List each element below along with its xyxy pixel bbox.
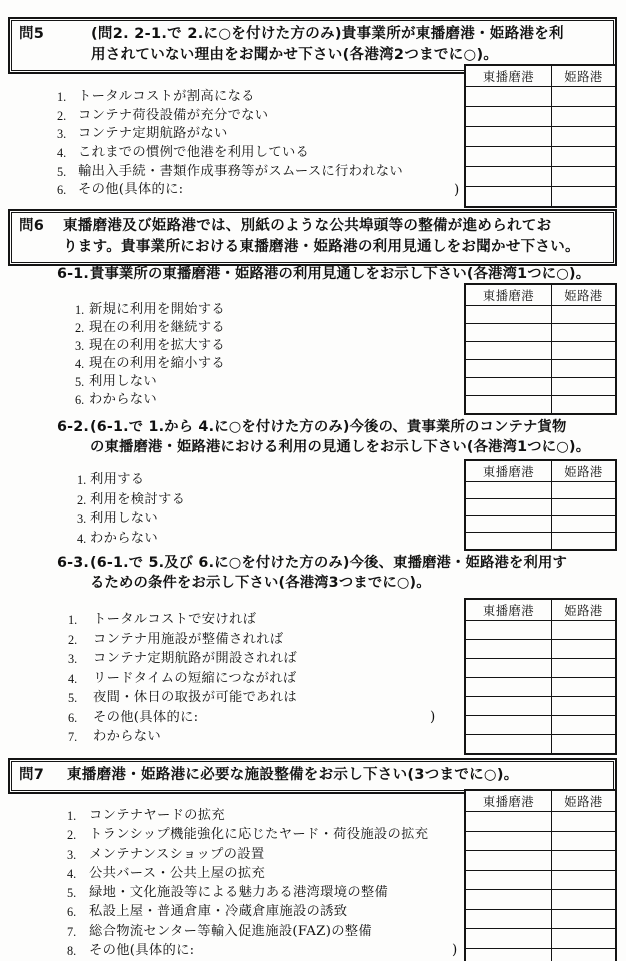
question5-label: 問5 — [19, 26, 45, 42]
answer-cell — [465, 851, 552, 871]
option-number: 6. — [67, 905, 77, 920]
answer-cell — [465, 621, 552, 640]
answer-table-q5 — [464, 64, 617, 208]
answer-table-q6-2 — [464, 459, 617, 551]
answer-cell — [552, 87, 617, 107]
question6-label: 問6 — [19, 218, 45, 234]
option-number: 4. — [57, 146, 67, 161]
option-row — [75, 320, 225, 338]
table-row — [465, 147, 616, 167]
answer-cell — [465, 482, 552, 499]
option-number: 2. — [75, 321, 85, 335]
option-row — [68, 729, 297, 749]
answer-cell — [552, 909, 617, 929]
subquestion-6-3-number: 6-3. — [57, 555, 90, 571]
table-row — [465, 948, 616, 961]
option-label: わからない — [93, 729, 161, 744]
question6-box — [8, 209, 617, 266]
answer-cell — [465, 127, 552, 147]
table-row — [465, 378, 616, 396]
answer-cell — [552, 378, 617, 396]
option-number: 1. — [68, 613, 78, 627]
option-number: 3. — [77, 512, 87, 527]
option-label: 現在の利用を縮小する — [89, 356, 225, 371]
column-header-himeji-port: 姫路港 — [552, 284, 617, 306]
option-label: 輸出入手続・書類作成事務等がスムースに行われない — [78, 163, 403, 179]
question5-title-line1: (問2. 2-1.で 2.に○を付けた方のみ)貴事業所が東播磨港・姫路港を利 — [91, 26, 564, 42]
option-number: 8. — [67, 944, 77, 959]
answer-cell — [552, 890, 617, 910]
column-header-higashiharima-port: 東播磨港 — [465, 284, 552, 306]
answer-cell — [465, 360, 552, 378]
answer-cell — [552, 812, 617, 832]
option-label: その他(具体的に: — [89, 943, 195, 959]
table-row — [465, 127, 616, 147]
subquestion-6-3 — [57, 554, 617, 593]
answer-cell — [465, 640, 552, 659]
option-number: 2. — [68, 632, 78, 647]
option-label: 現在の利用を継続する — [89, 320, 225, 335]
answer-cell — [552, 716, 617, 735]
option-row — [75, 302, 225, 320]
subquestion-6-2 — [57, 418, 617, 457]
answer-cell — [465, 396, 552, 415]
subquestion-6-3-title-line2: るための条件をお示し下さい(各港湾3つまでに○)。 — [90, 574, 431, 591]
column-header-higashiharima-port: 東播磨港 — [465, 790, 552, 812]
answer-cell — [465, 659, 552, 678]
option-number: 3. — [68, 652, 78, 666]
table-row — [465, 697, 616, 716]
answer-cell — [552, 360, 617, 378]
column-header-higashiharima-port: 東播磨港 — [465, 460, 552, 482]
answer-cell — [552, 621, 617, 640]
option-label: 総合物流センター等輸入促進施設(FAZ)の整備 — [89, 923, 372, 939]
option-number: 6. — [57, 183, 67, 198]
answer-cell — [552, 306, 617, 324]
question6-title-line2: ります。貴事業所における東播磨港・姫路港の利用見通しをお聞かせ下さい。 — [63, 239, 580, 255]
option-label: コンテナ用施設が整備されれば — [93, 631, 284, 647]
answer-table-q7 — [464, 789, 617, 961]
option-label: 利用しない — [89, 374, 157, 389]
answer-cell — [552, 659, 617, 678]
table-row — [465, 812, 616, 832]
option-number: 6. — [75, 393, 85, 407]
answer-cell — [465, 678, 552, 697]
column-header-higashiharima-port: 東播磨港 — [465, 65, 552, 87]
option-row — [67, 827, 428, 846]
q7-options — [67, 808, 428, 961]
option-label: わからない — [90, 530, 158, 546]
column-header-higashiharima-port: 東播磨港 — [465, 599, 552, 621]
table-row — [465, 533, 616, 551]
answer-cell — [552, 147, 617, 167]
option-label: わからない — [89, 392, 157, 407]
option-label: 利用しない — [90, 511, 158, 527]
answer-cell — [552, 678, 617, 697]
table-row — [465, 621, 616, 640]
table-row — [465, 929, 616, 949]
option-row — [57, 145, 403, 164]
option-number: 3. — [57, 127, 67, 142]
option-number: 4. — [75, 357, 85, 371]
table-row — [465, 107, 616, 127]
option-label: 私設上屋・普通倉庫・冷蔵倉庫施設の誘致 — [89, 904, 348, 920]
subquestion-6-2-number: 6-2. — [57, 419, 90, 435]
answer-cell — [465, 735, 552, 755]
answer-cell — [552, 187, 617, 208]
option-number: 4. — [67, 866, 77, 881]
subquestion-6-3-title-line1: (6-1.で 5.及び 6.に○を付けた方のみ)今後、東播磨港・姫路港を利用す — [90, 555, 568, 571]
option-number: 1. — [77, 473, 87, 487]
option-row — [67, 847, 428, 866]
answer-cell — [552, 167, 617, 187]
subquestion-6-1 — [57, 265, 622, 285]
option-row — [67, 808, 428, 827]
answer-cell — [465, 929, 552, 949]
option-label: その他(具体的に: — [78, 182, 184, 198]
option-number: 1. — [75, 303, 85, 317]
question6-title-line1: 東播磨港及び姫路港では、別紙のような公共埠頭等の整備が進められてお — [63, 218, 552, 234]
option-row — [77, 492, 185, 512]
q6-1-options — [75, 302, 225, 410]
question5-title — [91, 24, 607, 66]
option-row — [75, 338, 225, 356]
answer-cell — [465, 87, 552, 107]
option-number: 1. — [67, 809, 77, 823]
table-row — [465, 187, 616, 208]
option-number: 2. — [57, 108, 67, 123]
answer-cell — [552, 324, 617, 342]
answer-cell — [552, 342, 617, 360]
subquestion-6-1-title — [90, 265, 590, 285]
answer-cell — [465, 890, 552, 910]
option-label: 新規に利用を開始する — [89, 302, 225, 317]
option-row — [75, 374, 225, 392]
option-row — [77, 472, 185, 492]
answer-cell — [552, 499, 617, 516]
option-row — [68, 632, 297, 652]
table-row — [465, 735, 616, 755]
q5-options — [57, 89, 403, 201]
option-number: 4. — [77, 531, 87, 546]
option-row — [57, 182, 403, 201]
answer-cell — [465, 533, 552, 551]
subquestion-6-2-title-line1: (6-1.で 1.から 4.に○を付けた方のみ)今後の、貴事業所のコンテナ貨物 — [90, 419, 567, 435]
table-row — [465, 324, 616, 342]
table-row — [465, 482, 616, 499]
table-row — [465, 640, 616, 659]
option-row — [57, 108, 403, 127]
option-row — [68, 710, 297, 730]
question5-title-line2: 用されていない理由をお聞かせ下さい(各港湾2つまでに○)。 — [91, 47, 499, 63]
table-row — [465, 851, 616, 871]
option-number: 5. — [67, 886, 77, 901]
answer-cell — [465, 147, 552, 167]
close-paren: ) — [452, 942, 458, 958]
option-number: 5. — [75, 375, 85, 389]
answer-cell — [465, 812, 552, 832]
option-row — [75, 392, 225, 410]
column-header-himeji-port: 姫路港 — [552, 790, 617, 812]
close-paren: ) — [430, 709, 436, 725]
option-number: 1. — [57, 90, 67, 104]
answer-cell — [552, 482, 617, 499]
option-number: 7. — [67, 924, 77, 939]
answer-cell — [552, 640, 617, 659]
answer-cell — [465, 948, 552, 961]
table-row — [465, 396, 616, 415]
option-row — [67, 885, 428, 904]
subquestion-6-2-title-line2: の東播磨港・姫路港における利用の見通しをお示し下さい(各港湾1つに○)。 — [90, 438, 591, 455]
question6-title — [63, 216, 607, 258]
option-number: 6. — [68, 710, 78, 725]
option-label: コンテナ荷役設備が充分でない — [78, 107, 269, 123]
subquestion-6-2-title — [90, 418, 590, 457]
answer-cell — [465, 499, 552, 516]
option-row — [68, 651, 297, 671]
answer-cell — [552, 533, 617, 551]
answer-cell — [552, 396, 617, 415]
option-label: 緑地・文化施設等による魅力ある港湾環境の整備 — [89, 885, 389, 901]
option-label: コンテナ定期航路がない — [78, 126, 228, 142]
option-number: 3. — [75, 339, 85, 353]
option-label: コンテナ定期航路が開設されれば — [93, 651, 297, 666]
table-row — [465, 678, 616, 697]
answer-cell — [552, 870, 617, 890]
answer-cell — [465, 516, 552, 533]
table-row — [465, 659, 616, 678]
option-row — [67, 904, 428, 923]
answer-cell — [465, 870, 552, 890]
option-label: 利用する — [90, 472, 145, 487]
column-header-himeji-port: 姫路港 — [552, 599, 617, 621]
option-label: 公共バース・公共上屋の拡充 — [89, 865, 266, 881]
option-row — [77, 511, 185, 531]
table-row — [465, 516, 616, 533]
option-label: その他(具体的に: — [93, 709, 199, 725]
answer-cell — [552, 929, 617, 949]
table-row — [465, 87, 616, 107]
option-row — [57, 126, 403, 145]
answer-cell — [552, 516, 617, 533]
answer-table-q6-1 — [464, 283, 617, 415]
answer-cell — [465, 716, 552, 735]
table-row — [465, 360, 616, 378]
option-label: トランシップ機能強化に応じたヤード・荷役施設の拡充 — [89, 827, 429, 843]
option-label: メンテナンスショップの設置 — [89, 846, 265, 862]
option-label: 現在の利用を拡大する — [89, 338, 225, 353]
table-row — [465, 909, 616, 929]
answer-cell — [465, 167, 552, 187]
option-row — [77, 531, 185, 551]
option-row — [68, 690, 297, 710]
close-paren: ) — [454, 182, 460, 198]
option-number: 5. — [57, 164, 67, 179]
answer-cell — [465, 378, 552, 396]
option-label: これまでの慣例で他港を利用している — [78, 145, 310, 161]
column-header-himeji-port: 姫路港 — [552, 65, 617, 87]
option-number: 2. — [77, 492, 87, 507]
answer-cell — [552, 127, 617, 147]
option-row — [67, 943, 428, 961]
option-number: 7. — [68, 730, 78, 744]
option-label: リードタイムの短縮につながれば — [93, 670, 297, 686]
answer-cell — [552, 831, 617, 851]
answer-cell — [552, 735, 617, 755]
option-row — [57, 164, 403, 183]
table-row — [465, 890, 616, 910]
q6-3-options — [68, 612, 297, 749]
option-label: コンテナヤードの拡充 — [89, 808, 225, 823]
answer-cell — [465, 107, 552, 127]
answer-cell — [465, 324, 552, 342]
question7-label: 問7 — [19, 767, 45, 783]
option-label: 夜間・休日の取扱が可能であれは — [93, 690, 297, 705]
option-row — [75, 356, 225, 374]
answer-cell — [552, 107, 617, 127]
subquestion-6-3-title — [90, 554, 567, 593]
option-row — [68, 612, 297, 632]
answer-table-q6-3 — [464, 598, 617, 755]
table-row — [465, 716, 616, 735]
option-row — [67, 866, 428, 885]
answer-cell — [552, 948, 617, 961]
table-row — [465, 306, 616, 324]
q6-2-options — [77, 472, 185, 550]
option-row — [68, 671, 297, 691]
option-number: 3. — [67, 847, 77, 862]
option-label: トータルコストで安ければ — [93, 612, 257, 627]
option-number: 2. — [67, 828, 77, 843]
option-row — [67, 924, 428, 943]
table-row — [465, 342, 616, 360]
answer-cell — [552, 851, 617, 871]
option-number: 4. — [68, 671, 78, 686]
option-number: 5. — [68, 691, 78, 705]
option-label: トータルコストが割高になる — [78, 89, 255, 104]
table-row — [465, 831, 616, 851]
answer-cell — [465, 187, 552, 208]
answer-cell — [465, 306, 552, 324]
answer-cell — [465, 831, 552, 851]
subquestion-6-1-title-line: 貴事業所の東播磨港・姫路港の利用見通しをお示し下さい(各港湾1つに○)。 — [90, 266, 591, 282]
answer-cell — [465, 342, 552, 360]
question7-title-line: 東播磨港・姫路港に必要な施設整備をお示し下さい(3つまでに○)。 — [67, 767, 519, 783]
table-row — [465, 499, 616, 516]
subquestion-6-1-number: 6-1. — [57, 266, 90, 282]
table-row — [465, 167, 616, 187]
option-row — [57, 89, 403, 108]
table-row — [465, 870, 616, 890]
question7-title — [67, 765, 607, 786]
answer-cell — [465, 909, 552, 929]
column-header-himeji-port: 姫路港 — [552, 460, 617, 482]
answer-cell — [552, 697, 617, 716]
option-label: 利用を検討する — [90, 491, 186, 507]
answer-cell — [465, 697, 552, 716]
